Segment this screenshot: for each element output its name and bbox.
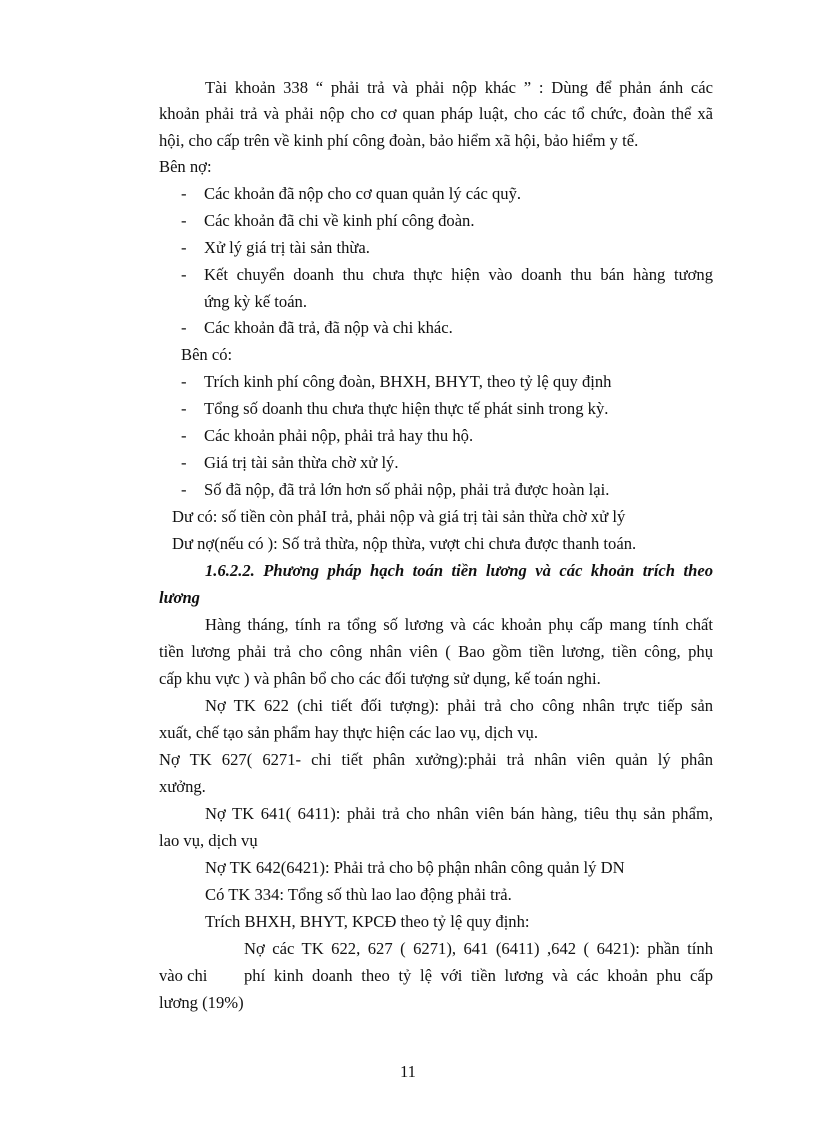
- ben-no-item-3: Xử lý giá trị tài sản thừa.: [204, 238, 370, 257]
- du-no-line: Dư nợ(nếu có ): Số trả thừa, nộp thừa, vượt chi chưa được thanh toán.: [172, 534, 637, 553]
- ben-co-item-2: Tổng số doanh thu chưa thực hiện thực tế phát sinh trong kỳ.: [204, 399, 609, 418]
- bullet-dash: -: [181, 426, 187, 445]
- bullet-dash: -: [181, 372, 187, 391]
- para-monthly-line-1: Hàng tháng, tính ra tổng số lương và các khoản phụ cấp mang tính chất: [205, 615, 713, 634]
- entry-vao-chi-a: vào chi: [159, 966, 208, 985]
- entry-co334: Có TK 334: Tổng số thù lao lao động phải trả.: [205, 885, 512, 904]
- ben-no-item-4: Kết chuyển doanh thu chưa thực hiện vào doanh thu bán hàng tương: [204, 265, 713, 284]
- bullet-dash: -: [181, 184, 187, 203]
- entry-no622-line-1: Nợ TK 622 (chi tiết đối tượng): phải trả cho công nhân trực tiếp sản: [205, 696, 713, 715]
- ben-co-item-1: Trích kinh phí công đoàn, BHXH, BHYT, theo tỷ lệ quy định: [204, 372, 612, 391]
- entry-no-cac-tk: Nợ các TK 622, 627 ( 6271), 641 (6411) ,642 ( 6421): phần tính: [244, 939, 713, 958]
- para-338-line-2: khoản phải trả và phải nộp cho cơ quan pháp luật, cho các tổ chức, đoàn thể xã: [159, 104, 713, 123]
- page-number: 11: [400, 1062, 416, 1081]
- para-monthly-line-3: cấp khu vực ) và phân bổ cho các đối tượng sử dụng, kế toán nghi.: [159, 669, 601, 688]
- entry-no642: Nợ TK 642(6421): Phải trả cho bộ phận nhân công quản lý DN: [205, 858, 625, 877]
- entry-no627-line-1: Nợ TK 627( 6271- chi tiết phân xưởng):phải trả nhân viên quản lý phân: [159, 750, 713, 769]
- ben-no-item-1: Các khoản đã nộp cho cơ quan quản lý các quỹ.: [204, 184, 522, 203]
- ben-co-item-3: Các khoản phải nộp, phải trả hay thu hộ.: [204, 426, 474, 445]
- bullet-dash: -: [181, 265, 187, 284]
- ben-no-label: Bên nợ:: [159, 157, 212, 176]
- bullet-dash: -: [181, 399, 187, 418]
- bullet-dash: -: [181, 211, 187, 230]
- ben-no-item-4-cont: ứng kỳ kế toán.: [204, 292, 308, 311]
- entry-no641-line-1: Nợ TK 641( 6411): phải trả cho nhân viên bán hàng, tiêu thụ sản phẩm,: [205, 804, 713, 823]
- para-338-line-1: Tài khoản 338 “ phải trả và phải nộp khác ” : Dùng để phản ánh các: [205, 78, 713, 97]
- entry-trich: Trích BHXH, BHYT, KPCĐ theo tỷ lệ quy định:: [205, 912, 530, 931]
- entry-vao-chi-b: phí kinh doanh theo tỷ lệ với tiền lương và các khoản phu cấp: [244, 966, 713, 985]
- bullet-dash: -: [181, 238, 187, 257]
- ben-co-label: Bên có:: [181, 345, 233, 364]
- entry-no627-line-2: xưởng.: [159, 777, 206, 796]
- bullet-dash: -: [181, 453, 187, 472]
- bullet-dash: -: [181, 480, 187, 499]
- ben-no-item-5: Các khoản đã trả, đã nộp và chi khác.: [204, 318, 453, 337]
- section-heading-line-1: 1.6.2.2. Phương pháp hạch toán tiền lương và các khoản trích theo: [205, 561, 713, 580]
- entry-no641-line-2: lao vụ, dịch vụ: [159, 831, 258, 850]
- entry-no622-line-2: xuất, chế tạo sản phẩm hay thực hiện các lao vụ, dịch vụ.: [159, 723, 538, 742]
- ben-co-item-5: Số đã nộp, đã trả lớn hơn số phải nộp, phải trả được hoàn lại.: [204, 480, 610, 499]
- bullet-dash: -: [181, 318, 187, 337]
- ben-no-item-2: Các khoản đã chi về kinh phí công đoàn.: [204, 211, 475, 230]
- section-heading-line-2: lương: [159, 588, 200, 607]
- entry-luong-19: lương (19%): [159, 993, 244, 1012]
- para-monthly-line-2: tiền lương phải trả cho công nhân viên ( Bao gồm tiền lương, tiền công, phụ: [159, 642, 713, 661]
- para-338-line-3: hội, cho cấp trên về kinh phí công đoàn, bảo hiểm xã hội, bảo hiểm y tế.: [159, 131, 639, 150]
- ben-co-item-4: Giá trị tài sản thừa chờ xử lý.: [204, 453, 399, 472]
- du-co-line: Dư có: số tiền còn phảI trả, phải nộp và giá trị tài sản thừa chờ xử lý: [172, 507, 626, 526]
